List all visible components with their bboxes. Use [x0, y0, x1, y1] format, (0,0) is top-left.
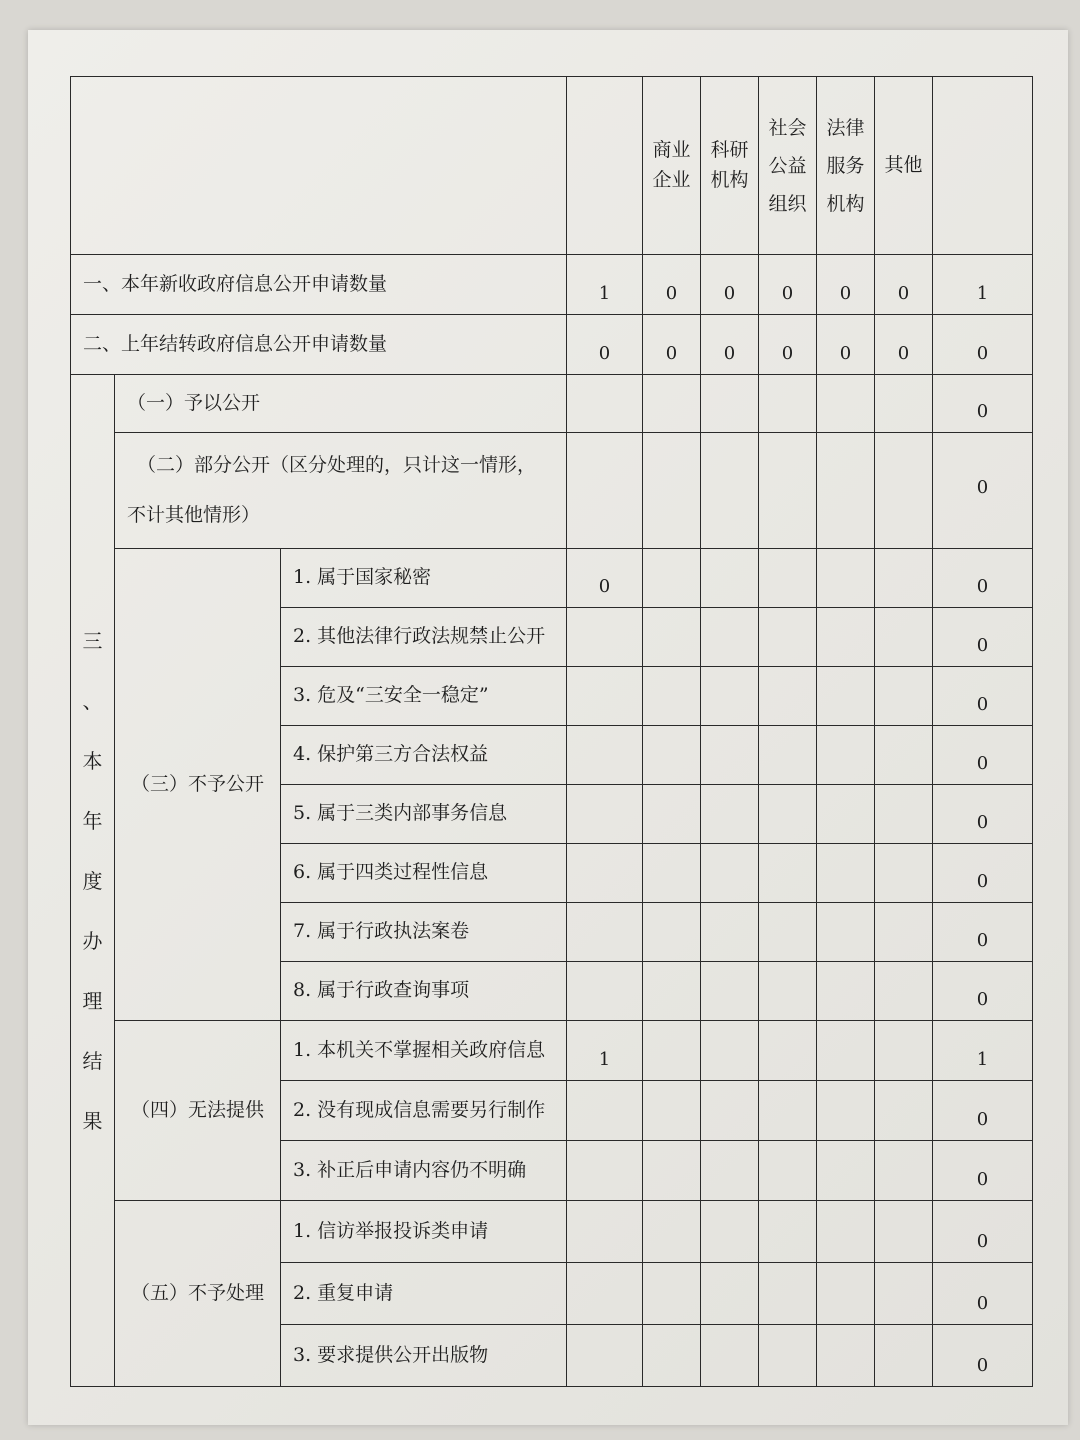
table-cell: [875, 1081, 933, 1141]
table-cell: [759, 375, 817, 433]
group-label: （四）无法提供: [115, 1021, 281, 1201]
table-cell: 0: [759, 315, 817, 375]
header-research: 科研 机构: [701, 77, 759, 255]
item-label: 7. 属于行政执法案卷: [281, 903, 567, 962]
table-cell: [567, 608, 643, 667]
table-cell: [759, 1263, 817, 1325]
table-cell: [759, 1021, 817, 1081]
table-row: [71, 315, 1033, 375]
table-cell: 0: [933, 433, 1033, 549]
table-cell: [875, 375, 933, 433]
item-label: 6. 属于四类过程性信息: [281, 844, 567, 903]
table-cell: [759, 1141, 817, 1201]
table-cell: 0: [817, 255, 875, 315]
table-cell: [643, 903, 701, 962]
table-cell: 1: [567, 255, 643, 315]
table-cell: 0: [933, 1201, 1033, 1263]
item-label: 1. 本机关不掌握相关政府信息: [281, 1021, 567, 1081]
table-cell: [567, 1263, 643, 1325]
table-cell: [817, 903, 875, 962]
table-cell: [759, 549, 817, 608]
table-cell: [817, 1081, 875, 1141]
item-label: 1. 属于国家秘密: [281, 549, 567, 608]
item-label: 4. 保护第三方合法权益: [281, 726, 567, 785]
table-cell: [875, 726, 933, 785]
header-blank-cell: [71, 77, 567, 255]
table-cell: [759, 903, 817, 962]
table-cell: [567, 1081, 643, 1141]
table-cell: 1: [933, 1021, 1033, 1081]
item-label: 2. 重复申请: [281, 1263, 567, 1325]
table-cell: [759, 844, 817, 903]
table-cell: [567, 903, 643, 962]
table-row: [71, 375, 1033, 433]
table-cell: [759, 785, 817, 844]
table-cell: [643, 1263, 701, 1325]
table-cell: [875, 608, 933, 667]
table-cell: [817, 1201, 875, 1263]
table-cell: [817, 726, 875, 785]
table-cell: [875, 785, 933, 844]
table-cell: [875, 962, 933, 1021]
table-cell: [875, 549, 933, 608]
table-cell: 1: [567, 1021, 643, 1081]
table-cell: 0: [933, 962, 1033, 1021]
header-row: [71, 77, 1033, 255]
table-cell: 0: [933, 1081, 1033, 1141]
table-cell: 0: [933, 315, 1033, 375]
table-cell: [643, 667, 701, 726]
table-cell: [643, 962, 701, 1021]
table-cell: [817, 1021, 875, 1081]
table-cell: [643, 1201, 701, 1263]
table-cell: [875, 903, 933, 962]
section3-vertical-label: 三 、 本 年 度 办 理 结 果: [71, 375, 115, 1387]
header-legal-service: 法律 服务 机构: [817, 77, 875, 255]
table-cell: 0: [933, 903, 1033, 962]
group-label: （五）不予处理: [115, 1201, 281, 1387]
table-cell: [759, 962, 817, 1021]
table-cell: [701, 844, 759, 903]
table-cell: [567, 962, 643, 1021]
paper-sheet: [28, 30, 1068, 1425]
row-label: （一）予以公开: [115, 375, 567, 433]
table-cell: 0: [933, 1263, 1033, 1325]
table-cell: [701, 1201, 759, 1263]
item-label: 1. 信访举报投诉类申请: [281, 1201, 567, 1263]
table-row: [71, 1021, 1033, 1081]
table-cell: [567, 667, 643, 726]
header-public-welfare: 社会 公益 组织: [759, 77, 817, 255]
table-cell: [567, 726, 643, 785]
table-cell: [875, 667, 933, 726]
table-cell: [875, 1201, 933, 1263]
table-cell: 0: [933, 844, 1033, 903]
table-cell: [817, 433, 875, 549]
table-cell: [701, 726, 759, 785]
table-cell: 0: [567, 549, 643, 608]
table-cell: 0: [933, 726, 1033, 785]
table-cell: [759, 726, 817, 785]
table-cell: [643, 433, 701, 549]
table-cell: 0: [817, 315, 875, 375]
disclosure-statistics-table: [70, 76, 1033, 1387]
table-cell: [643, 844, 701, 903]
table-cell: [817, 608, 875, 667]
table-cell: [759, 1201, 817, 1263]
table-cell: [701, 549, 759, 608]
header-total: [933, 77, 1033, 255]
table-cell: 0: [875, 255, 933, 315]
table-cell: [643, 1325, 701, 1387]
header-blank-col0: [567, 77, 643, 255]
group-label: （三）不予公开: [115, 549, 281, 1021]
table-cell: [759, 1325, 817, 1387]
table-cell: [817, 667, 875, 726]
item-label: 2. 其他法律行政法规禁止公开: [281, 608, 567, 667]
table-cell: [567, 1201, 643, 1263]
table-cell: [875, 1263, 933, 1325]
table-cell: [643, 785, 701, 844]
table-cell: [567, 1141, 643, 1201]
table-row: [71, 433, 1033, 549]
table-cell: [759, 667, 817, 726]
header-other: 其他: [875, 77, 933, 255]
header-commercial: 商业 企业: [643, 77, 701, 255]
table-cell: [875, 844, 933, 903]
table-cell: [701, 962, 759, 1021]
table-cell: [759, 1081, 817, 1141]
table-cell: [643, 1141, 701, 1201]
item-label: 3. 危及“三安全一稳定”: [281, 667, 567, 726]
table-cell: [701, 903, 759, 962]
table-cell: [643, 1081, 701, 1141]
row-label: 一、本年新收政府信息公开申请数量: [71, 255, 567, 315]
table-row: [71, 255, 1033, 315]
table-cell: 0: [643, 315, 701, 375]
item-label: 3. 补正后申请内容仍不明确: [281, 1141, 567, 1201]
table-cell: [643, 1021, 701, 1081]
table-cell: [817, 549, 875, 608]
item-label: 5. 属于三类内部事务信息: [281, 785, 567, 844]
table-cell: [701, 1021, 759, 1081]
table-cell: [567, 375, 643, 433]
table-cell: [875, 1021, 933, 1081]
table-cell: [817, 375, 875, 433]
table-cell: [567, 785, 643, 844]
table-cell: 0: [933, 1141, 1033, 1201]
table-cell: [567, 433, 643, 549]
table-cell: [567, 1325, 643, 1387]
table-cell: [643, 608, 701, 667]
table-cell: [817, 962, 875, 1021]
item-label: 3. 要求提供公开出版物: [281, 1325, 567, 1387]
table-cell: 0: [933, 1325, 1033, 1387]
table-cell: [875, 1325, 933, 1387]
table-cell: 0: [701, 255, 759, 315]
table-cell: [701, 785, 759, 844]
table-cell: [701, 433, 759, 549]
table-cell: [817, 844, 875, 903]
table-cell: [701, 1141, 759, 1201]
table-cell: [701, 1081, 759, 1141]
row-label: 二、上年结转政府信息公开申请数量: [71, 315, 567, 375]
table-cell: [701, 667, 759, 726]
table-cell: [817, 1263, 875, 1325]
table-cell: 0: [701, 315, 759, 375]
table-cell: 0: [643, 255, 701, 315]
table-cell: 0: [567, 315, 643, 375]
table-cell: [759, 433, 817, 549]
table-row: [71, 1201, 1033, 1263]
table-cell: 0: [933, 785, 1033, 844]
table-cell: [759, 608, 817, 667]
table-cell: [643, 549, 701, 608]
table-cell: 1: [933, 255, 1033, 315]
table-cell: [817, 785, 875, 844]
table-cell: [817, 1141, 875, 1201]
table-cell: [875, 1141, 933, 1201]
table-cell: [701, 375, 759, 433]
table-cell: 0: [933, 549, 1033, 608]
table-cell: [875, 433, 933, 549]
table-cell: [817, 1325, 875, 1387]
table-cell: [701, 1263, 759, 1325]
table-row: [71, 549, 1033, 608]
table-cell: 0: [933, 667, 1033, 726]
item-label: 8. 属于行政查询事项: [281, 962, 567, 1021]
table-cell: [643, 726, 701, 785]
table-cell: [567, 844, 643, 903]
table-cell: 0: [933, 608, 1033, 667]
row-label: （二）部分公开（区分处理的，只计这一情形， 不计其他情形）: [115, 433, 567, 549]
item-label: 2. 没有现成信息需要另行制作: [281, 1081, 567, 1141]
table-cell: 0: [875, 315, 933, 375]
table-cell: 0: [933, 375, 1033, 433]
table-cell: [701, 608, 759, 667]
table-cell: [701, 1325, 759, 1387]
table-cell: [643, 375, 701, 433]
table-cell: 0: [759, 255, 817, 315]
